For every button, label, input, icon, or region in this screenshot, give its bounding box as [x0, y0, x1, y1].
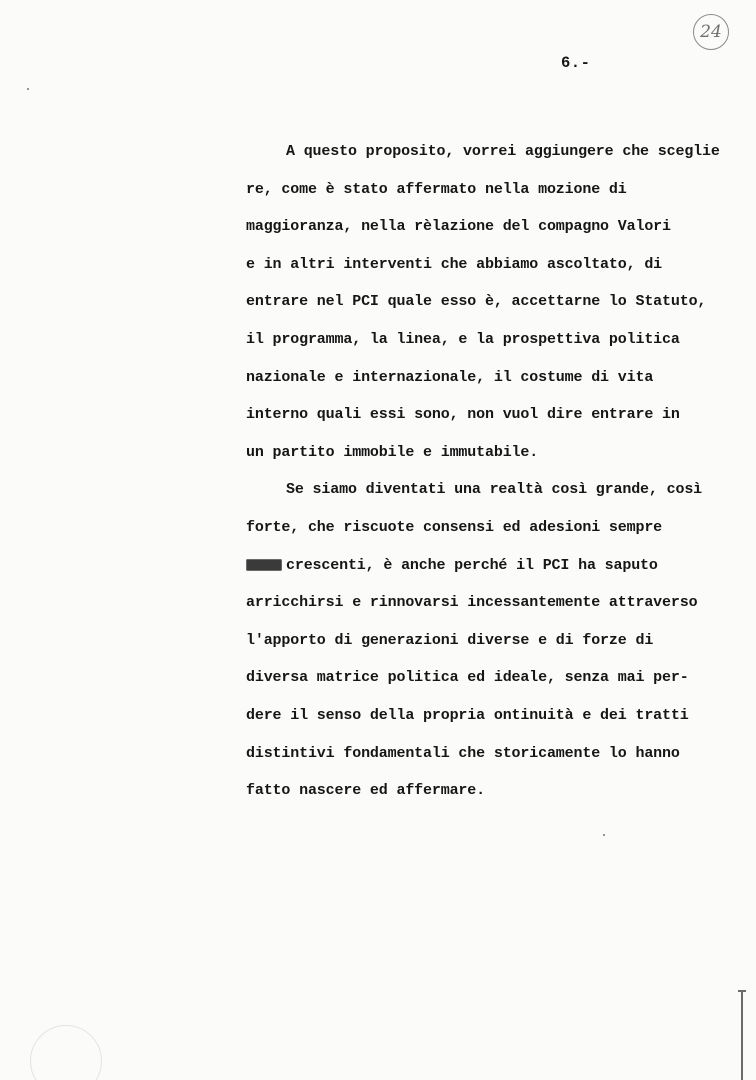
- text-line-with-redaction: [246, 554, 746, 592]
- paper-shadow: [30, 1025, 102, 1080]
- page-number: 6.-: [561, 54, 591, 72]
- text-line: l'apporto di generazioni diverse e di forze di: [246, 631, 654, 649]
- text-line: dere il senso della propria ontinuità e dei tratti: [246, 706, 689, 724]
- text-line: il programma, la linea, e la prospettiva politica: [246, 330, 680, 348]
- text-line: A questo proposito, vorrei aggiungere che sceglie: [286, 143, 720, 160]
- text-line: maggioranza, nella rèlazione del compagno Valori: [246, 218, 671, 236]
- text-line: un partito immobile e immutabile.: [246, 443, 539, 461]
- text-line: forte, che riscuote consensi ed adesioni sempre: [246, 518, 663, 536]
- text-line: re, come è stato affermato nella mozione di: [246, 180, 627, 198]
- text-line: crescenti, è anche perché il PCI ha saputo: [286, 556, 658, 574]
- text-line: nazionale e internazionale, il costume di vita: [246, 368, 654, 386]
- archive-stamp: [693, 14, 729, 50]
- paper-speck: [27, 88, 29, 90]
- text-line: fatto nascere ed affermare.: [246, 782, 485, 800]
- text-line: distintivi fondamentali che storicamente lo hanno: [246, 744, 680, 762]
- text-line: diversa matrice politica ed ideale, senza mai per-: [246, 669, 689, 687]
- redaction-mark: [246, 559, 282, 571]
- text-line: entrare nel PCI quale esso è, accettarne lo Statuto,: [246, 293, 707, 311]
- text-line: arricchirsi e rinnovarsi incessantemente attraverso: [246, 594, 698, 612]
- body-text: [246, 140, 746, 817]
- edge-mark: [741, 990, 743, 1080]
- text-line: Se siamo diventati una realtà così grande, così: [286, 481, 703, 499]
- text-line: e in altri interventi che abbiamo ascoltato, di: [246, 255, 663, 273]
- stamp-number: 24: [700, 22, 722, 42]
- paper-speck: [603, 834, 605, 836]
- text-line: interno quali essi sono, non vuol dire entrare in: [246, 406, 680, 424]
